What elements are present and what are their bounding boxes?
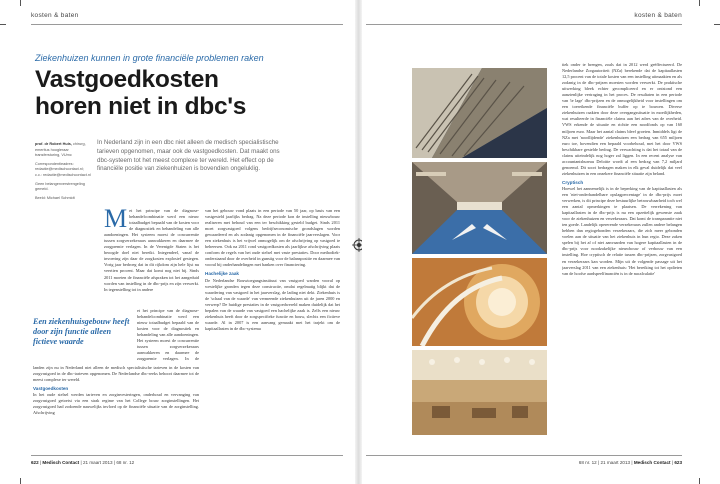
issue-date: 21 maart 2013 xyxy=(600,460,631,465)
body-text: In het oude stelsel werden tarieven en zorginvesteringen, onderhoud en vervanging van zorgvastgoed getoetst via een strak regime van het College bouw zorginstellingen. Het zorgvastgoed had zodoende nauwelijks invloed op de financiële situatie van de zorginstelling. Afschrijving xyxy=(33,392,199,416)
page-number: 623 xyxy=(674,460,682,465)
title-line-1: Vastgoedkosten xyxy=(35,66,219,93)
article-intro: In Nederland zijn in een dbc niet alleen de medisch specialistische tarieven opgenomen, maar ook de vastgoedkosten. Dat maakt ons dbc-systeem tot het meest complexe ter wereld. Het effect op de financiële positie van ziekenhuizen is bovendien ongeluklig. xyxy=(97,139,280,173)
crop-mark xyxy=(20,478,21,484)
body-text: et het principe van de diagnose-behandelcombinatie werd een nieuw totaalbudget bepaald van de kosten voor de diagnostiek en behandeling van alle aandoeningen. Het systeem moest de concurrentie tussen zorgverzekeraars aanwakkeren en daarmee de zorgpremie verlagen. In de xyxy=(137,308,199,362)
body-column-3 xyxy=(562,62,682,452)
subheading: Hachelijke zaak xyxy=(205,271,239,277)
body-text: De Nederlandse Bouwtoegangsinstituut van vastgoed warden vooral op westelijke gronden tegen deze constructie, omdat regelmatig blijkt dat de waardering van vastgoed in het jaarverslag, de lading niet dekt. Ziekenhuis is de 'schaal van de waarde' van vermeende ziekenhuizen uit de jaren 2000 en verwerp? De huidige prestaties in de vastgoedwereld maken duidelijk dat het bepalen van de waarde van vastgoed een hachelijke zaak is. Zelfs een nieuw ziekenhuis heeft door de zorgspecifieke functie en bouw, slechts een fictieve waarde. Al in 2007 is een aanvang gemaakt met het trajekt om de kapitaallasten in de dbc-systema xyxy=(205,277,340,331)
page-number: 622 xyxy=(31,460,39,465)
body-text: landen zijn nu in Nederland niet alleen de medisch specialistische tarieven in de kosten van zorgvastgoed in de dbc-tarieven opgenomen. De Nederlandse dbc-reeks behoort daarmee tot de meest complexe ter wereld. xyxy=(33,365,199,383)
photo-lobby-interior xyxy=(412,350,547,435)
photo-credit: Beeld: Michael Schmidt xyxy=(35,195,75,200)
issue-number: 68 nr. 12 xyxy=(116,460,135,465)
contact-line: redactie@medischcontact.nl; c.c.: redactie@medischcontact.nl xyxy=(35,167,91,177)
title-line-2: horen niet in dbc's xyxy=(35,93,247,120)
issue-date: 21 maart 2013 xyxy=(82,460,113,465)
body-text: et het principe van de diagnose-behandelcombinatie werd een nieuw totaalbudget bepaald van de kosten voor de diagnostiek en behandeling van alle aandoeningen. Het systeem moest de concurrentie tussen zorgverzekeraars aanwakkeren en daarmee de zorgpremie verlagen. In de Verenigde Staten is het beoogde doel niet bereikt. Integendeel, vanaf de invoering zijn daar de zorgkosten explosief gestegen. Vorig jaar bedroeg dat in dit rijkdom zijn hele lijst nu veertien procent. Maar dat komt nog niet bij. Sinds 2011 moeten de financiële afspraken tot het aangeduid worden van instelling in de dbc-prijs en zijn verwerkt. In tegenstelling tot in andere xyxy=(104,208,199,292)
footer-rule xyxy=(31,455,343,456)
article-kicker: Ziekenhuizen kunnen in grote financiële problemen raken xyxy=(35,53,264,63)
author-role: chirurg, emeritus hoogleraar transfersturing, VUmc xyxy=(35,142,86,158)
issue-number: 68 nr. 12 xyxy=(578,460,597,465)
author-name: prof. dr Robert Huis, xyxy=(35,142,72,146)
crop-mark xyxy=(714,24,720,25)
publication-name: Medisch Contact xyxy=(633,460,671,465)
body-text: van het gebouw vond plaats in een periode van 50 jaar, op basis van een vastgesteld jaarlijks bedrag. Na deze periode kon de instelling nieuwbouw realiseren met behoud van een ter beschikking gesteld budget. Sinds 2011 moet zorgvastgoed volgens bedrijfseconomische grondslagen worden gewaardeerd en als zodanig opgenomen in de financiële jaarverslagen. Voor een ziekenhuis is het vrijwel onmogelijk om de afschrijving op vastgoed te beheersen. Ook na 2011 rond vastgoedkosten als jaarlijkse afschrijving plaats conform de regels van het oude stelsel met vaste prestaties. Door methodiek-onderstaand door de overheid in gunstig voor de balanspositie en daarmee van vooral bij onderhandelingen met banken over financiering. xyxy=(205,208,340,268)
body-column-2 xyxy=(205,208,340,451)
body-text: Hoewel het aannemelijk is in de beperking van de kapitaallasten als een 'niet-onderhandelbare opslagpercentage' in de dbc-prijs moet verwerken, is dit principe deze bestuurlijke betrouwbaarheid toch wel een aantal opmerkingen te plaatsen. De verrekening van kapitaallasten in de dbc-prijs is nu een opzettelijk gewenste zaak voor de ziekenhuizen en verzekeraars. Dat komt de transparantie niet ten goede. Landelijk opererende verzekeraars zullen andere belangen hebben dan regiogebonden verzekeraars, die zich meer gebonden voelen aan de situatie van het ziekenhuis in hun regio. Deze zaken spelen bij het af of niet aanvaarden van hogere kapitaallasten in de dbc-prijs voor noodzakelijke nieuwbouw of verbouw van een instelling. Hoe cryptisch de relatie tussen dbc-prijzen, zorgvastgoed en verzekeraars kan worden. Mijn uit de volgende passage uit het jaarverslag 2011 van een ziekenhuis: 'Het bereiking tot het opdieten van de hoofse aardspeelfinanciën is in de nacalculatie' xyxy=(562,185,682,276)
body-text: tiek onder te brengen, zoals dat in 2012 werd geëffectueerd. De Nederlandse Zorgautoriteit (NZa) berekende dat de kapitaallasten 12,5 procent van de totale kosten van een instelling uitmaakten en als zodanig in de dbc-prijzen moesten worden verwerkt. De praktische uitwerking bleek echter gecompliceerd en er ontstond een aanzienlijke vertraging in het proces. De resultaten in een periode van 'te lage' dbc-prijzen en de onmogelijkheid voor instellingen om een toereikende financiële buffer op te bouwen. Diverse ziekenhuizen raakten door deze overgangssituatie in moeilijkheden, wat resulteerde in financiële claims aan het adres van de overheid. VWS erkende de situatie en richtte een noodfonds op van 160 miljoen euro. Maar het aantal claims bleef groeien. Inmiddels ligt de NZa met 'noodlijdende' ziekenhuizen een bedrag van 655 miljoen euro toe, bovendien een bepaald voorbehoud, met het door VWS beschikbare gestelde bedrag. De verwachting is dat het totaal van de claims uiteindelijk nog hoger zal liggen. In een recent analyse van accountantsbureau Deloitte wordt al een bedrag van 7,2 miljard genoemd. Dit soort bedragen maken in elk geval duidelijk dat veel ziekenhuizen in een onzekere financiële situatie zijn beland. xyxy=(562,62,682,176)
body-column-1 xyxy=(104,208,199,308)
left-page xyxy=(0,0,355,484)
photo-hospital-corridor xyxy=(412,162,547,254)
page-footer: 622 | Medisch Contact | 21 maart 2013 | 68 nr. 12 xyxy=(31,460,135,465)
article-title xyxy=(35,66,345,120)
footer-rule xyxy=(366,455,682,456)
header-rule xyxy=(31,24,343,25)
section-label: kosten & baten xyxy=(634,12,682,19)
photo-building-facade xyxy=(412,68,547,158)
contact-label: Correspondentieadres: xyxy=(35,161,74,166)
photo-spiral-staircase xyxy=(412,258,547,346)
header-rule xyxy=(366,24,682,25)
section-label: kosten & baten xyxy=(31,12,79,19)
crop-mark xyxy=(699,478,700,484)
author-credits xyxy=(35,142,91,204)
body-column-1-bottom xyxy=(33,365,199,451)
subheading: Cryptisch xyxy=(562,179,584,185)
publication-name: Medisch Contact xyxy=(42,460,80,465)
crop-mark xyxy=(699,0,700,6)
pull-quote: Een ziekenhuisgebouw heeft door zijn functie alleen fictieve waarde xyxy=(33,317,130,346)
conflict-note: Geen belangenverstrengeling gemeld. xyxy=(35,181,85,192)
crop-mark xyxy=(20,0,21,6)
subheading: Vastgoedkosten xyxy=(33,386,69,392)
drop-cap: M xyxy=(104,208,128,233)
body-column-1-wrap xyxy=(137,308,199,363)
right-page xyxy=(362,0,720,484)
crop-mark xyxy=(0,24,6,25)
page-footer: 68 nr. 12 | 21 maart 2013 | Medisch Contact | 623 xyxy=(578,460,682,465)
